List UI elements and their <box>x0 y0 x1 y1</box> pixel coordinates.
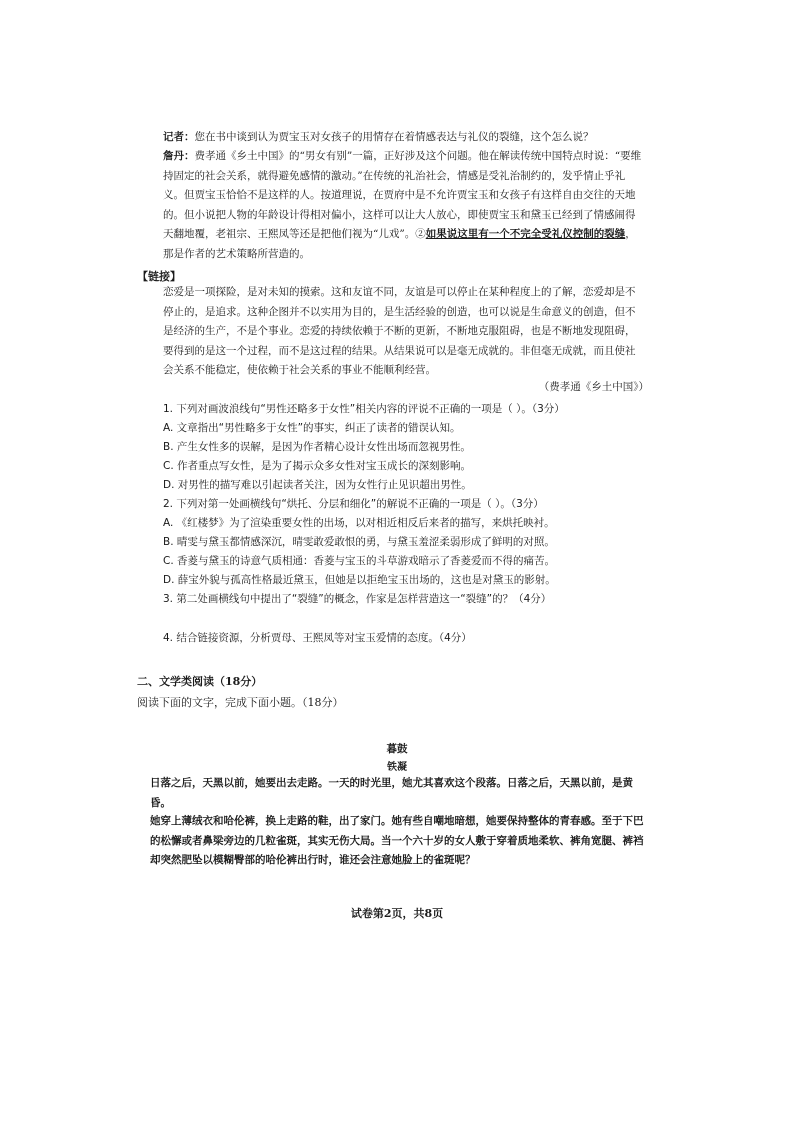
section-2-instruction: 阅读下面的文字，完成下面小题。（18分） <box>137 696 344 709</box>
answer-tail: ，那是作者的艺术策略所营造的。 <box>163 228 636 260</box>
page-footer: 试卷第2页，共8页 <box>350 907 444 920</box>
story-paragraph-2: 她穿上薄绒衣和哈伦裤，换上走路的鞋，出了家门。她有些自嘲地暗想，她要保持整体的青春感。至于下巴的松懈或者鼻梁旁边的几粒雀斑，其实无伤大局。当一个六十岁的女人敷于穿着质地柔软、裤角宽腿、裤裆却突然肥坠以模糊臀部的哈伦裤出行时，谁还会注意她脸上的雀斑呢？ <box>150 815 644 866</box>
story-author: 铁凝 <box>387 762 407 773</box>
option-1c: C. 作者重点写女性，是为了揭示众多女性对宝玉成长的深刻影响。 <box>163 460 472 472</box>
speaker-label: 记者： <box>163 131 195 143</box>
option-2b: B. 晴雯与黛玉都情感深沉，晴雯敢爱敢恨的勇，与黛玉羞涩柔弱形成了鲜明的对照。 <box>163 536 555 548</box>
link-heading: 【链接】 <box>137 270 181 283</box>
option-2d: D. 薛宝外貌与孤高性格最近黛玉，但她是以拒绝宝玉出场的，这也是对黛玉的影射。 <box>163 574 556 586</box>
story-title: 暮鼓 <box>386 743 408 755</box>
speaker-label: 詹丹： <box>163 150 195 162</box>
question-2: 2. 下列对第一处画横线句“烘托、分层和细化”的解说不正确的一项是（ ）。（3分） <box>163 498 544 510</box>
option-1b: B. 产生女性多的误解，是因为作者精心设计女性出场而忽视男性。 <box>163 441 471 453</box>
option-1a: A. 文章指出“男性略多于女性”的事实，纠正了读者的错误认知。 <box>163 422 461 434</box>
answer-text: 费孝通《乡土中国》的“男女有别”一篇，正好涉及这个问题。他在解读传统中国特点时说：“要维持固定的社会关系，就得避免感情的激动。”在传统的礼治社会，情感是受礼治制约的，发乎情止乎礼义。但贾宝玉恰恰不是这样的人。按道理说，在贾府中是不允许贾宝玉和女孩子有这样自由交往的天地的。但小说把人物的年龄设计得相对偏小，这样可以让大人放心，即使贾宝玉和黛玉已经到了情感闹得天翻地覆，老祖宗、王熙凤等还是把他们视为“儿戏”。② <box>163 150 642 240</box>
link-paragraph: 恋爱是一项探险，是对未知的摸索。这和友谊不同，友谊是可以停止在某种程度上的了解，恋爱却是不停止的，是追求。这种企图并不以实用为目的，是生活经验的创造，也可以说是生命意义的创造，但不是经济的生产，不是个事业。恋爱的持续依赖于不断的更新，不断地克服阻碍，也是不断地发现阻碍，要得到的是这一个过程，而不是这过程的结果。从结果说可以是毫无成就的。非但毫无成就，而且使社会关系不能稳定，使依赖于社会关系的事业不能顺利经营。 <box>163 286 636 376</box>
question-1: 1. 下列对画波浪线句“男性还略多于女性”相关内容的评说不正确的一项是（ ）。（3分） <box>163 403 565 415</box>
question-text: 您在书中谈到认为贾宝玉对女孩子的用情存在着情感表达与礼仪的裂缝，这个怎么说？ <box>194 131 594 143</box>
underlined-sentence: 如果说这里有一个不完全受礼仪控制的裂缝 <box>425 228 626 240</box>
option-1d: D. 对男性的描写难以引起读者关注，因为女性行止见识超出男性。 <box>163 479 472 491</box>
interview-answer <box>163 147 643 264</box>
story-paragraph-1: 日落之后，天黑以前，她要出去走路。一天的时光里，她尤其喜欢这个段落。日落之后，天黑以前，是黄昏。 <box>150 777 633 809</box>
section-2-title: 二、文学类阅读（18分） <box>137 675 263 688</box>
interview-question <box>163 128 643 148</box>
link-source: （费孝通《乡土中国》） <box>538 381 649 393</box>
question-3: 3. 第二处画横线句中提出了“裂缝”的概念，作家是怎样营造这一“裂缝”的？（4分） <box>163 593 552 605</box>
option-2c: C. 香菱与黛玉的诗意气质相通：香菱与宝玉的斗草游戏暗示了香菱爱而不得的痛苦。 <box>163 555 556 567</box>
option-2a: A. 《红楼梦》为了渲染重要女性的出场，以对相近相反后来者的描写，来烘托映衬。 <box>163 517 555 529</box>
question-4: 4. 结合链接资源，分析贾母、王熙凤等对宝玉爱情的态度。（4分） <box>163 632 472 644</box>
